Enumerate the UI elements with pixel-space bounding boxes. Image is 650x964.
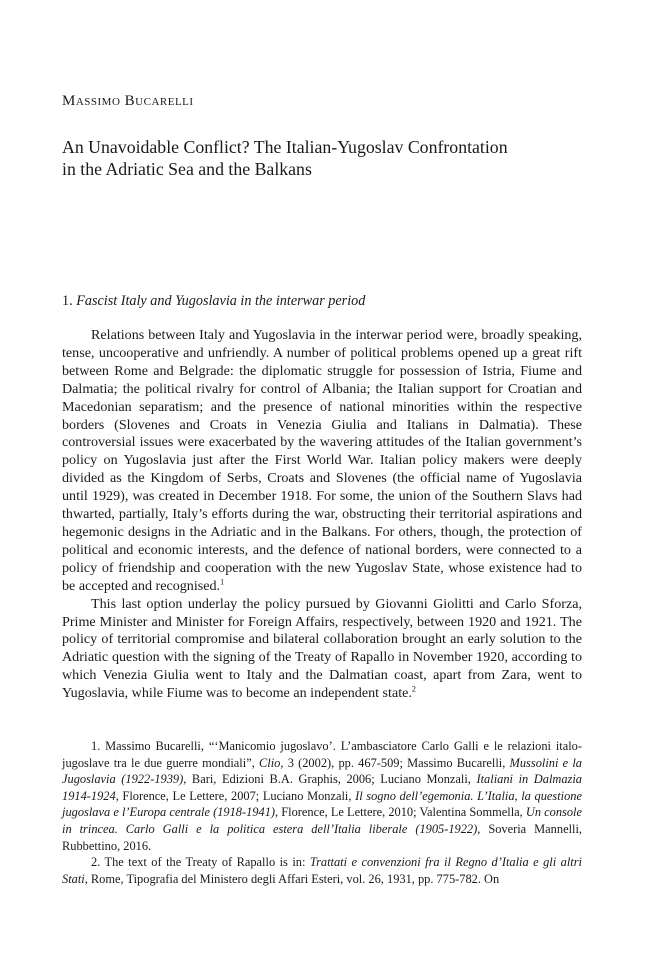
footnote-2	[62, 854, 582, 887]
body-text	[62, 327, 582, 703]
footnote-reference: 1	[220, 577, 225, 586]
section-heading	[62, 293, 365, 310]
footnote-text: , Florence, Le Lettere, 2010; Valentina Sommella,	[275, 805, 526, 820]
footnote-italic: Italiani in Dalmazia 1914-1924	[62, 772, 582, 803]
footnote-reference: 2	[411, 684, 416, 694]
footnote-text: , Soveria Mannelli, Rubbettino, 2016.	[62, 821, 582, 853]
paragraph-1-text: Relations between Italy and Yugoslavia in the interwar period were, broadly speaking, tense, uncooperative and unfriendly. A number of political problems opened up a great rift between Rome and Belgrade: the diplomatic struggle for possession of Istria, Fiume and Dalmatia; the political rivalry for control of Albania; the Italian support for Croatian and Macedonian separatism; and the presence of national minorities within the respective borders (Slovenes and Croats in Venezia Giulia and Italians in Dalmatia). These controversial issues were exacerbated by the wavering attitudes of the Italian government’s policy on Yugoslavia just after the First World War. Italian policy makers were deeply divided as the Kingdom of Serbs, Croats and Slovenes (the official name of Yugoslavia until 1929), was created in December 1918. For some, the union of the Southern Slavs had thwarted, partially, Italy’s efforts during the war, obstructing their territorial aspirations and hegemonic designs in the Adriatic and in the Balkans. For others, though, the protection of political and economic interests, and the defence of national borders, were connected to a policy of friendship and cooperation with the new Yugoslav State, whose existence had to be accepted and recognised.	[62, 327, 582, 594]
chapter-title-line-2: in the Adriatic Sea and the Balkans	[62, 159, 312, 179]
chapter-title	[62, 136, 582, 180]
paragraph	[62, 596, 582, 703]
paragraph-2-text: This last option underlay the policy pursued by Giovanni Giolitti and Carlo Sforza, Prime Minister and Minister for Foreign Affairs, respectively, between 1920 and 1921. The policy of territorial compromise and bilateral collaboration brought an early solution to the Adriatic question with the signing of the Treaty of Rapallo in November 1920, according to which Venezia Giulia went to Italy and the Dalmatian coast, apart from Zara, went to Yugoslavia, while Fiume was to become an independent state.	[62, 595, 582, 702]
footnote-italic: Un console in trincea. Carlo Galli e la politica estera dell’Italia liberale (1905-1922)	[62, 805, 582, 836]
footnote-italic: Trattati e convenzioni fra il Regno d’Italia e gli altri Stati	[62, 855, 582, 886]
footnote-text: 2. The text of the Treaty of Rapallo is in:	[91, 855, 310, 870]
section-title: Fascist Italy and Yugoslavia in the interwar period	[76, 293, 366, 309]
footnote-text: , Florence, Le Lettere, 2007; Luciano Monzali,	[115, 788, 356, 803]
footnote-text: 1. Massimo Bucarelli, “‘Manicomio jugoslavo’. L’ambasciatore Carlo Galli e le relazioni italo-jugoslave tra le due guerre mondiali”,	[62, 739, 582, 770]
footnote-italic: Clio	[259, 755, 281, 770]
footnote-text: , Rome, Tipografia del Ministero degli Affari Esteri, vol. 26, 1931, pp. 775-782. On	[84, 871, 500, 886]
section-number: 1.	[62, 293, 73, 309]
footnotes	[62, 738, 582, 887]
paragraph	[62, 327, 582, 596]
footnote-text: , 3 (2002), pp. 467-509; Massimo Bucarelli,	[280, 755, 510, 770]
chapter-title-line-1: An Unavoidable Conflict? The Italian-Yugoslav Confrontation	[62, 137, 508, 157]
footnote-text: , Bari, Edizioni B.A. Graphis, 2006; Luciano Monzali,	[183, 772, 477, 787]
footnote-italic: Il sogno dell’egemonia. L’Italia, la questione jugoslava e l’Europa centrale (1918-1941)	[62, 788, 582, 820]
footnote-1	[62, 738, 582, 854]
footnote-italic: Mussolini e la Jugoslavia (1922-1939)	[62, 755, 582, 787]
author-name: Massimo Bucarelli	[62, 93, 194, 109]
